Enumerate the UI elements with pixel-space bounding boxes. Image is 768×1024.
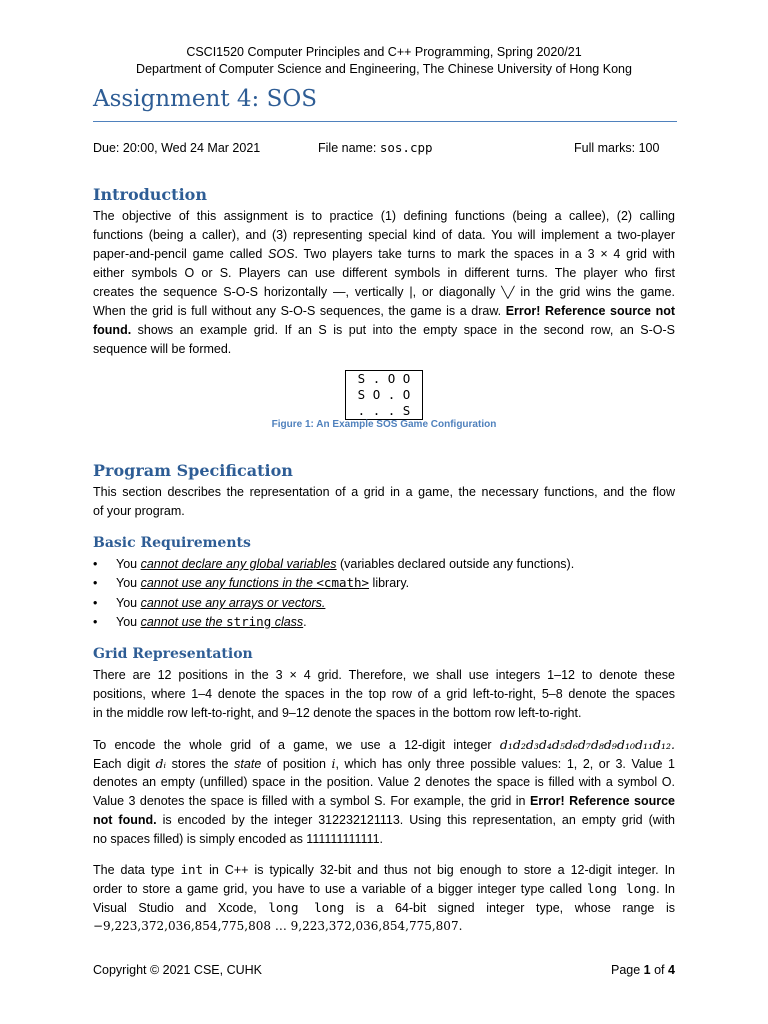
file-name-label: File name:	[318, 141, 380, 155]
requirement-text: library.	[369, 576, 410, 590]
intro-text: shows an example grid. If an S is put into the empty space in the second row, an S-O-S	[131, 323, 675, 337]
page-label: Page	[611, 963, 644, 977]
example-grid-figure	[345, 370, 423, 420]
grid-rep-line	[93, 754, 675, 773]
requirement-text: You	[116, 615, 141, 629]
intro-text: in the grid wins the game.	[514, 285, 675, 299]
reference-error: Error! Reference source not	[505, 304, 675, 318]
reference-error: found.	[93, 323, 132, 337]
position-symbol: i	[331, 756, 336, 771]
requirement-item	[93, 555, 574, 573]
requirement-item	[93, 613, 307, 631]
intro-line-4: either symbols O or S. Players can use different symbols in different turns. The player who first	[93, 266, 675, 280]
diagonal-symbol: ╲╱	[501, 286, 515, 299]
intro-text: creates the sequence S-O-S horizontally —, vertically |, or diagonally	[93, 285, 502, 299]
bullet-icon: •	[93, 557, 98, 571]
due-date: Due: 20:00, Wed 24 Mar 2021	[93, 141, 261, 155]
section-heading-program-specification: Program Specification	[93, 461, 293, 480]
total-pages: 4	[668, 963, 675, 977]
intro-line-2: functions (being a caller), and (3) representing special kind of data. You will implement a two-player	[93, 228, 675, 242]
intro-paragraph	[93, 207, 675, 359]
grid-rep-text: is a 64-bit signed integer type, whose range is	[344, 901, 675, 915]
current-page: 1	[643, 963, 651, 977]
requirement-emphasis: cannot declare any global variables	[140, 557, 337, 571]
page-number	[611, 963, 675, 977]
intro-line-7	[93, 321, 675, 340]
string-code: string	[226, 614, 272, 629]
digit-symbol: dᵢ	[155, 756, 167, 771]
intro-line-8: sequence will be formed.	[93, 342, 232, 356]
file-name-line	[318, 139, 433, 157]
grid-rep-line: positions, where 1–4 denote the spaces in the top row of a grid left-to-right, 5–8 denote the spaces	[93, 687, 675, 701]
full-marks: Full marks: 100	[574, 141, 660, 155]
grid-rep-text: of position	[261, 757, 332, 771]
digit-formula: d₁d₂d₃d₄d₅d₆d₇d₈d₉d₁₀d₁₁d₁₂.	[499, 737, 675, 752]
intro-text: . Two players take turns to mark the spaces in a 3 × 4 grid with	[294, 247, 675, 261]
grid-rep-text: Each digit	[93, 757, 156, 771]
grid-rep-line: no spaces filled) is simply encoded as 111111111111.	[93, 832, 383, 846]
intro-line-6	[93, 302, 675, 321]
grid-rep-text: The data type	[93, 863, 181, 877]
page-label: of	[650, 963, 668, 977]
grid-rep-line	[93, 811, 675, 830]
requirement-emphasis: cannot use any functions in the	[140, 576, 317, 590]
intro-line-3	[93, 245, 675, 264]
program-spec-line-1: This section describes the representation of a grid in a game, the necessary functions, and the flow	[93, 485, 675, 499]
grid-rep-text: . In	[656, 882, 676, 896]
grid-rep-line: There are 12 positions in the 3 × 4 grid. Therefore, we shall use integers 1–12 to denote these	[93, 668, 675, 682]
requirement-text: .	[303, 615, 307, 629]
requirement-text: (variables declared outside any functions).	[336, 557, 575, 571]
grid-rep-line	[93, 860, 675, 879]
intro-text: When the grid is full without any S-O-S sequences, the game is a draw.	[93, 304, 506, 318]
bullet-icon: •	[93, 576, 98, 590]
grid-rep-text: Visual Studio and Xcode,	[93, 901, 269, 915]
grid-rep-text: To encode the whole grid of a game, we use a 12-digit integer	[93, 738, 500, 752]
long-long-code: long long	[586, 881, 657, 896]
grid-rep-text: order to store a game grid, you have to use a variable of a bigger integer type called	[93, 882, 587, 896]
requirement-emphasis: cannot use any arrays or vectors.	[140, 596, 326, 610]
grid-row: . . . S	[357, 403, 411, 418]
course-header: CSCI1520 Computer Principles and C++ Programming, Spring 2020/21	[186, 45, 582, 59]
program-spec-line-2: of your program.	[93, 504, 185, 518]
grid-rep-text: Value 3 denotes the space is filled with a symbol S. For example, the grid in	[93, 794, 530, 808]
subsection-heading-grid-representation: Grid Representation	[93, 646, 253, 662]
department-header: Department of Computer Science and Engineering, The Chinese University of Hong Kong	[136, 62, 632, 76]
page-title: Assignment 4: SOS	[93, 86, 317, 112]
reference-error: not found.	[93, 813, 157, 827]
long-long-code: long long	[268, 900, 345, 915]
file-name: sos.cpp	[379, 140, 433, 155]
grid-rep-line: in the middle row left-to-right, and 9–12 denote the spaces in the bottom row left-to-right.	[93, 706, 582, 720]
copyright: Copyright © 2021 CSE, CUHK	[93, 963, 263, 977]
grid-rep-paragraph-2	[93, 735, 675, 849]
requirement-item	[93, 594, 325, 612]
requirement-emphasis: cannot use the	[140, 615, 227, 629]
requirement-text: You	[116, 596, 141, 610]
intro-line-1: The objective of this assignment is to practice (1) defining functions (being a callee), (2) calling	[93, 209, 675, 223]
grid-rep-line: denotes an empty (unfilled) space in the position. Value 2 denotes the space is filled with a symbol O.	[93, 775, 675, 789]
grid-rep-line	[93, 898, 675, 917]
grid-rep-line	[93, 792, 675, 811]
reference-error: Error! Reference source	[529, 794, 675, 808]
requirement-emphasis: class	[271, 615, 304, 629]
program-spec-paragraph	[93, 483, 675, 521]
grid-rep-text: , which has only three possible values: 1, 2, or 3. Value 1	[335, 757, 675, 771]
game-name: SOS	[268, 247, 295, 261]
bullet-icon: •	[93, 596, 98, 610]
requirement-item	[93, 574, 409, 592]
grid-rep-text: is encoded by the integer 312232121113. Using this representation, an empty grid (with	[156, 813, 675, 827]
int-code: int	[180, 862, 204, 877]
grid-row: S . O O	[357, 371, 411, 386]
range-line: −9,223,372,036,854,775,808 … 9,223,372,036,854,775,807.	[93, 919, 463, 933]
section-heading-introduction: Introduction	[93, 185, 207, 204]
requirement-text: You	[116, 576, 141, 590]
intro-line-5	[93, 283, 675, 302]
grid-rep-line	[93, 879, 675, 898]
grid-row: S O . O	[357, 387, 411, 402]
bullet-icon: •	[93, 615, 98, 629]
state-term: state	[234, 757, 262, 771]
grid-rep-paragraph-3	[93, 860, 675, 936]
cmath-code: <cmath>	[316, 575, 370, 590]
grid-rep-line	[93, 735, 675, 754]
grid-rep-text: stores the	[166, 757, 235, 771]
requirement-text: You	[116, 557, 141, 571]
subsection-heading-basic-requirements: Basic Requirements	[93, 535, 251, 551]
grid-rep-paragraph-1	[93, 666, 675, 723]
grid-rep-text: in C++ is typically 32-bit and thus not big enough to store a 12-digit integer. In	[203, 863, 675, 877]
intro-text: paper-and-pencil game called	[93, 247, 269, 261]
figure-caption: Figure 1: An Example SOS Game Configuration	[271, 419, 497, 430]
title-divider	[93, 121, 677, 122]
